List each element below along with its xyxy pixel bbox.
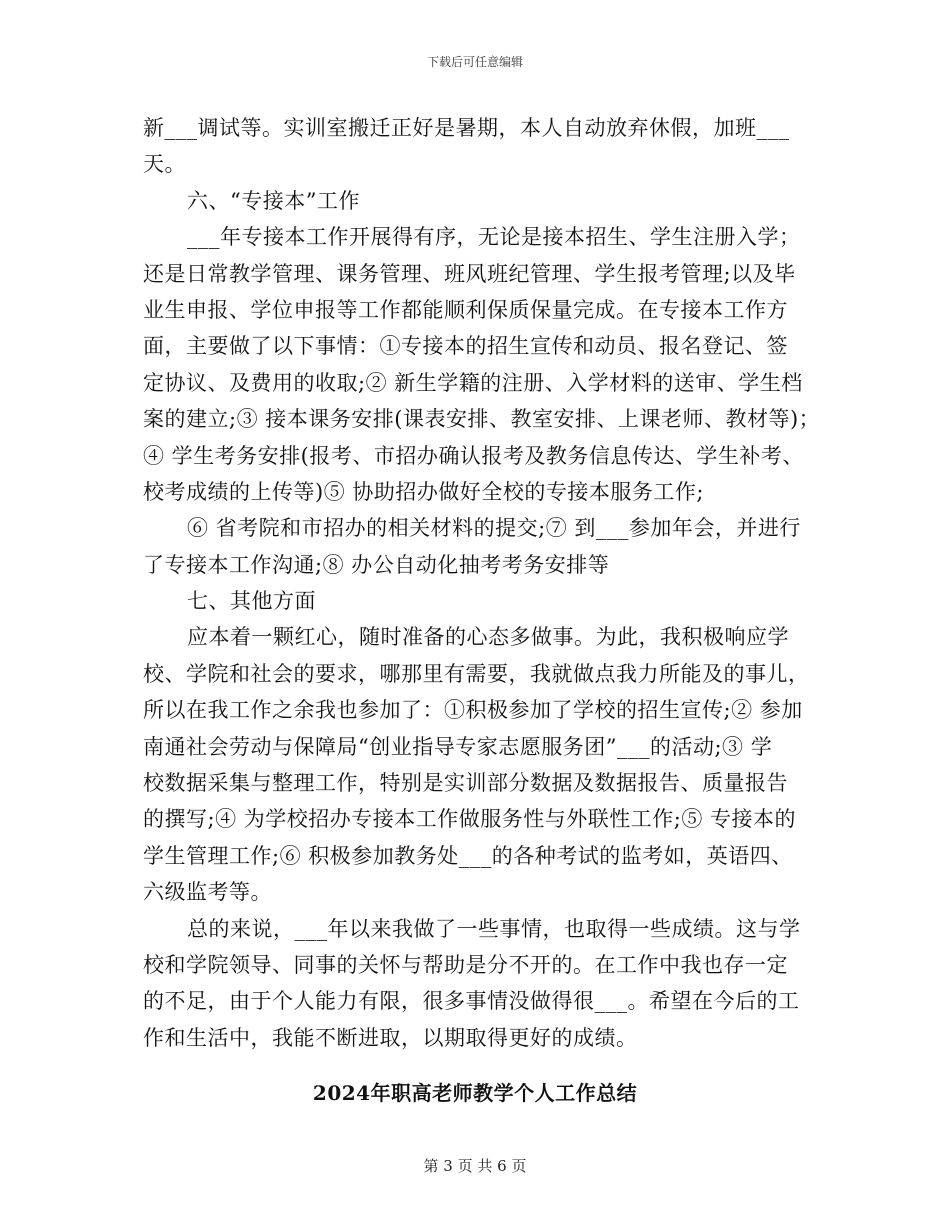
body-line: 所以在我工作之余我也参加了：①积极参加了学校的招生宣传;② 参加 bbox=[143, 698, 803, 723]
body-line: 新___调试等。实训室搬迁正好是暑期，本人自动放弃休假，加班___ bbox=[143, 116, 790, 140]
document-title: 2024年职高老师教学个人工作总结 bbox=[312, 1081, 638, 1105]
body-line: 总的来说，___年以来我做了一些事情，也取得一些成绩。这与学 bbox=[187, 916, 801, 941]
body-line: 定协议、及费用的收取;② 新生学籍的注册、入学材料的送审、学生档 bbox=[143, 370, 803, 395]
body-line: 作和生活中，我能不断进取，以期取得更好的成绩。 bbox=[143, 1025, 638, 1050]
body-line: 的撰写;④ 为学校招办专接本工作做服务性与外联性工作;⑤ 专接本的 bbox=[143, 807, 796, 832]
body-line: 还是日常教学管理、课务管理、班风班纪管理、学生报考管理;以及毕 bbox=[143, 261, 796, 286]
body-line: 校和学院领导、同事的关怀与帮助是分不开的。在工作中我也存一定 bbox=[143, 952, 788, 977]
section-heading: 六、“专接本”工作 bbox=[187, 188, 360, 213]
body-line: 天。 bbox=[143, 152, 186, 177]
body-line: 应本着一颗红心，随时准备的心态多做事。为此，我积极响应学 bbox=[187, 625, 789, 650]
body-line: 学生管理工作;⑥ 积极参加教务处___的各种考试的监考如，英语四、 bbox=[143, 843, 793, 868]
body-line: ④ 学生考务安排(报考、市招办确认报考及教务信息传达、学生补考、 bbox=[143, 443, 804, 468]
document-body bbox=[143, 110, 823, 1056]
body-line: 业生申报、学位申报等工作都能顺利保质保量完成。在专接本工作方 bbox=[143, 297, 788, 322]
page-header-note: 下载后可任意编辑 bbox=[426, 55, 523, 69]
body-line: 的不足，由于个人能力有限，很多事情没做得很___。希望在今后的工 bbox=[143, 989, 800, 1014]
body-line: ⑥ 省考院和市招办的相关材料的提交;⑦ 到___参加年会，并进行 bbox=[187, 516, 801, 541]
body-line: ___年专接本工作开展得有序，无论是接本招生、学生注册入学； bbox=[187, 225, 801, 250]
body-line: 六级监考等。 bbox=[143, 880, 272, 905]
body-line: 案的建立;③ 接本课务安排(课表安排、教室安排、上课老师、教材等)； bbox=[143, 407, 821, 432]
page-number-footer: 第 3 页 共 6 页 bbox=[423, 1157, 527, 1175]
body-line: 南通社会劳动与保障局“创业指导专家志愿服务团”___的活动;③ 学 bbox=[143, 734, 773, 759]
body-line: 校数据采集与整理工作，特别是实训部分数据及数据报告、质量报告 bbox=[143, 771, 788, 796]
body-line: 校、学院和社会的要求，哪那里有需要，我就做点我力所能及的事儿， bbox=[143, 661, 810, 686]
section-heading: 七、其他方面 bbox=[187, 589, 316, 614]
body-line: 校考成绩的上传等)⑤ 协助招办做好全校的专接本服务工作; bbox=[143, 479, 704, 504]
body-line: 了专接本工作沟通;⑧ 办公自动化抽考考务安排等 bbox=[143, 552, 610, 577]
body-line: 面，主要做了以下事情：①专接本的招生宣传和动员、报名登记、签 bbox=[143, 334, 788, 359]
